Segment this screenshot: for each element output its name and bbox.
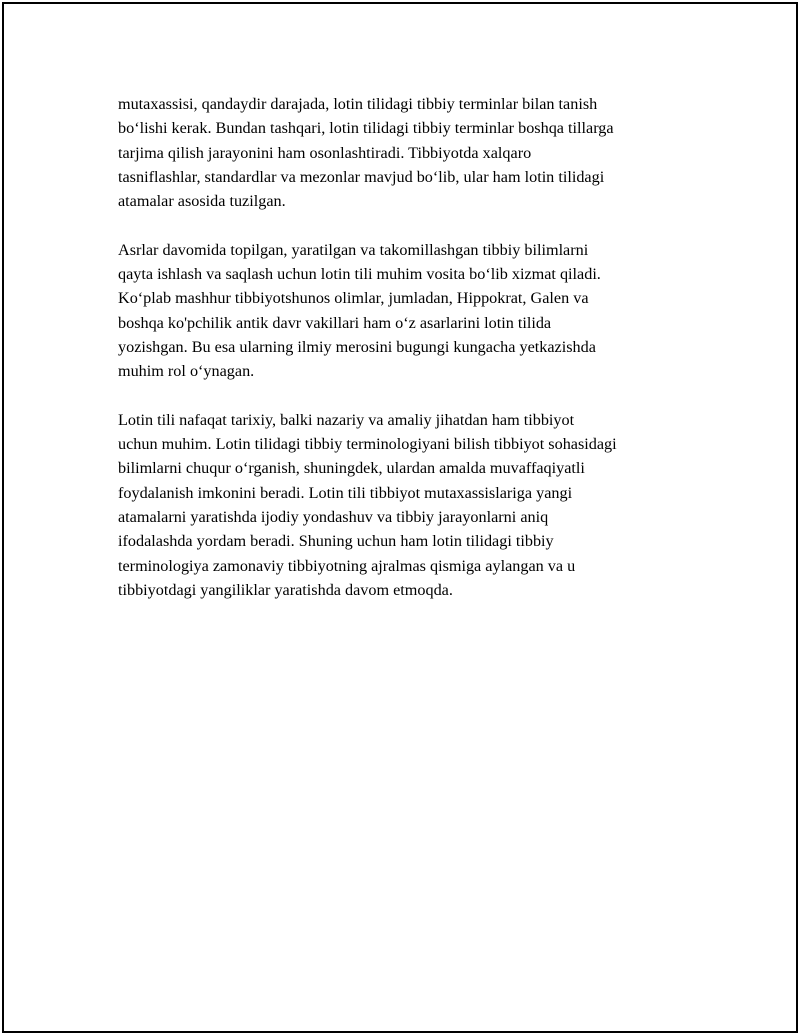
text-line: boshqa ko'pchilik antik davr vakillari ham o‘z asarlarini lotin tilida: [118, 313, 552, 332]
paragraph-3: [118, 408, 698, 602]
text-line: tarjima qilish jarayonini ham osonlashtiradi. Tibbiyotda xalqaro: [118, 143, 532, 162]
text-line: muhim rol o‘ynagan.: [118, 362, 255, 381]
paragraph-2: [118, 238, 698, 384]
text-line: Lotin tili nafaqat tarixiy, balki nazariy va amaliy jihatdan ham tibbiyot: [118, 410, 575, 429]
text-line: uchun muhim. Lotin tilidagi tibbiy terminologiyani bilish tibbiyot sohasidagi: [118, 435, 617, 454]
text-line: tibbiyotdagi yangiliklar yaratishda davom etmoqda.: [118, 580, 453, 599]
text-line: Ko‘plab mashhur tibbiyotshunos olimlar, jumladan, Hippokrat, Galen va: [118, 289, 589, 308]
text-line: mutaxassisi, qandaydir darajada, lotin tilidagi tibbiy terminlar bilan tanish: [118, 95, 598, 113]
text-line: atamalarni yaratishda ijodiy yondashuv va tibbiy jarayonlarni aniq: [118, 508, 549, 527]
text-line: foydalanish imkonini beradi. Lotin tili tibbiyot mutaxassislariga yangi: [118, 483, 573, 502]
text-line: bilimlarni chuqur o‘rganish, shuningdek, ulardan amalda muvaffaqiyatli: [118, 459, 585, 478]
text-line: terminologiya zamonaviy tibbiyotning ajralmas qismiga aylangan va u: [118, 556, 576, 575]
text-line: tasniflashlar, standardlar va mezonlar mavjud bo‘lib, ular ham lotin tilidagi: [118, 167, 605, 186]
text-line: bo‘lishi kerak. Bundan tashqari, lotin tilidagi tibbiy terminlar boshqa tillarga: [118, 119, 614, 138]
text-line: ifodalashda yordam beradi. Shuning uchun ham lotin tilidagi tibbiy: [118, 532, 554, 551]
text-line: atamalar asosida tuzilgan.: [118, 192, 286, 211]
text-line: yozishgan. Bu esa ularning ilmiy merosini bugungi kungacha yetkazishda: [118, 337, 596, 356]
text-line: Asrlar davomida topilgan, yaratilgan va takomillashgan tibbiy bilimlarni: [118, 240, 589, 259]
document-body: [118, 92, 698, 627]
paragraph-1: [118, 92, 698, 213]
text-line: qayta ishlash va saqlash uchun lotin tili muhim vosita bo‘lib xizmat qiladi.: [118, 265, 601, 284]
